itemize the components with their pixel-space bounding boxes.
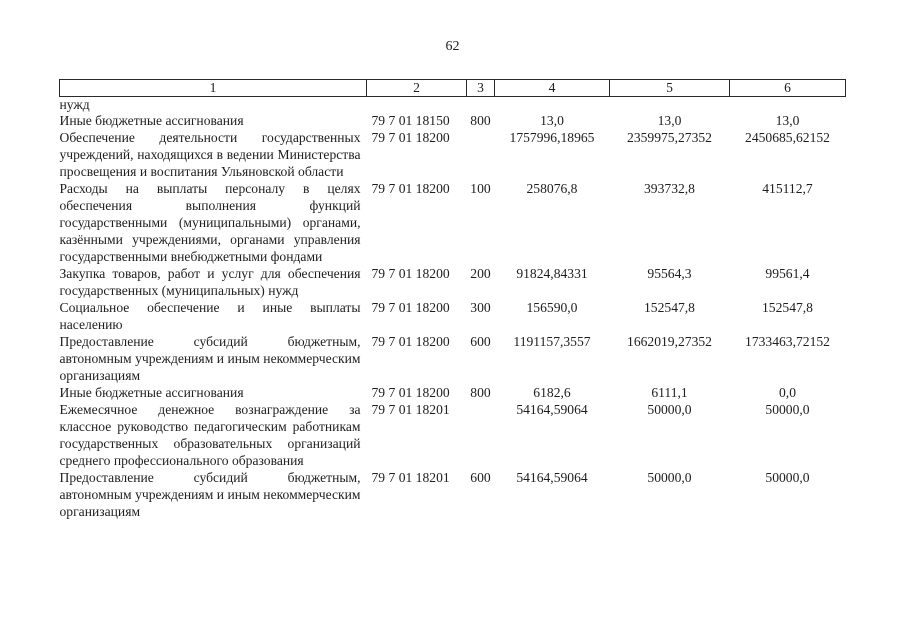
row-name: Ежемесячное денежное вознаграждение за классное руководство педагогическим работникам государственных образовательных организаций среднего профессионального образования (59, 402, 361, 468)
row-name: Обеспечение деятельности государственных учреждений, находящихся в ведении Министерства просвещения и воспитания Ульяновской области (59, 130, 361, 179)
row-value-1: 54164,59064 (516, 470, 588, 485)
row-value-2: 50000,0 (647, 470, 692, 485)
table-body (60, 97, 846, 521)
row-value-3: 1733463,72152 (745, 334, 830, 349)
row-name: Расходы на выплаты персоналу в целях обеспечения выполнения функций государственными (муниципальными) органами, казёнными учреждениями, органами управления государственными внебюджетными фондами (59, 181, 361, 264)
page-number: 62 (445, 39, 460, 54)
header-col-5: 5 (610, 80, 730, 97)
row-vr: 800 (470, 385, 491, 400)
row-value-1: 1757996,18965 (509, 130, 595, 145)
row-vr: 600 (470, 334, 491, 349)
row-code: 79 7 01 18200 (371, 300, 450, 315)
row-code: 79 7 01 18201 (371, 402, 450, 417)
row-value-3: 50000,0 (765, 470, 810, 485)
row-value-3: 99561,4 (765, 266, 810, 281)
row-code: 79 7 01 18201 (371, 470, 450, 485)
row-code: 79 7 01 18200 (371, 266, 450, 281)
row-value-3: 0,0 (779, 385, 796, 400)
row-value-1: 258076,8 (526, 181, 578, 196)
row-vr (467, 401, 495, 469)
row-vr: 600 (470, 470, 491, 485)
row-name: нужд (59, 97, 90, 112)
row-name: Социальное обеспечение и иные выплаты населению (59, 300, 361, 332)
table-row (60, 384, 846, 401)
table-row (60, 299, 846, 333)
row-vr: 300 (470, 300, 491, 315)
budget-table (59, 79, 846, 520)
row-name: Предоставление субсидий бюджетным, автономным учреждениям и иным некоммерческим организациям (59, 470, 361, 519)
table-row (60, 265, 846, 299)
header-col-4: 4 (495, 80, 610, 97)
table-row (60, 469, 846, 520)
row-value-3: 2450685,62152 (745, 130, 830, 145)
row-value-1 (495, 97, 610, 113)
row-vr: 200 (470, 266, 491, 281)
row-code: 79 7 01 18150 (371, 113, 450, 128)
header-row (60, 80, 846, 97)
row-value-1: 1191157,3557 (513, 334, 591, 349)
table-header (60, 80, 846, 97)
row-value-1: 54164,59064 (516, 402, 588, 417)
row-code: 79 7 01 18200 (371, 385, 450, 400)
row-value-2: 6111,1 (651, 385, 688, 400)
row-value-2: 13,0 (657, 113, 682, 128)
row-value-2 (610, 97, 730, 113)
row-name: Предоставление субсидий бюджетным, автономным учреждениям и иным некоммерческим организациям (59, 334, 361, 383)
table-row (60, 180, 846, 265)
row-value-1: 91824,84331 (516, 266, 588, 281)
row-value-3: 13,0 (775, 113, 800, 128)
row-vr (467, 129, 495, 180)
header-col-6: 6 (730, 80, 846, 97)
header-col-2: 2 (367, 80, 467, 97)
table-row (60, 333, 846, 384)
row-value-2: 50000,0 (647, 402, 692, 417)
row-name: Иные бюджетные ассигнования (59, 113, 244, 128)
row-vr: 100 (470, 181, 491, 196)
row-value-1: 156590,0 (526, 300, 578, 315)
row-code: 79 7 01 18200 (371, 130, 450, 145)
row-value-1: 13,0 (540, 113, 564, 128)
row-name: Иные бюджетные ассигнования (59, 385, 244, 400)
table-row (60, 112, 846, 129)
row-code: 79 7 01 18200 (371, 334, 450, 349)
row-value-3: 50000,0 (765, 402, 810, 417)
row-value-3: 415112,7 (762, 181, 813, 196)
row-vr: 800 (470, 113, 491, 128)
header-col-1: 1 (60, 80, 367, 97)
row-vr (467, 97, 495, 113)
row-code: 79 7 01 18200 (371, 181, 450, 196)
table-row (60, 129, 846, 180)
row-name: Закупка товаров, работ и услуг для обеспечения государственных (муниципальных) нужд (59, 266, 361, 298)
row-code (367, 97, 467, 113)
row-value-2: 152547,8 (644, 300, 695, 315)
header-col-3: 3 (467, 80, 495, 97)
row-value-2: 95564,3 (647, 266, 692, 281)
row-value-3 (730, 97, 846, 113)
table-row (60, 97, 846, 113)
row-value-1: 6182,6 (533, 385, 571, 400)
row-value-2: 1662019,27352 (627, 334, 712, 349)
row-value-2: 2359975,27352 (627, 130, 712, 145)
row-value-2: 393732,8 (644, 181, 695, 196)
table-row (60, 401, 846, 469)
row-value-3: 152547,8 (762, 300, 813, 315)
